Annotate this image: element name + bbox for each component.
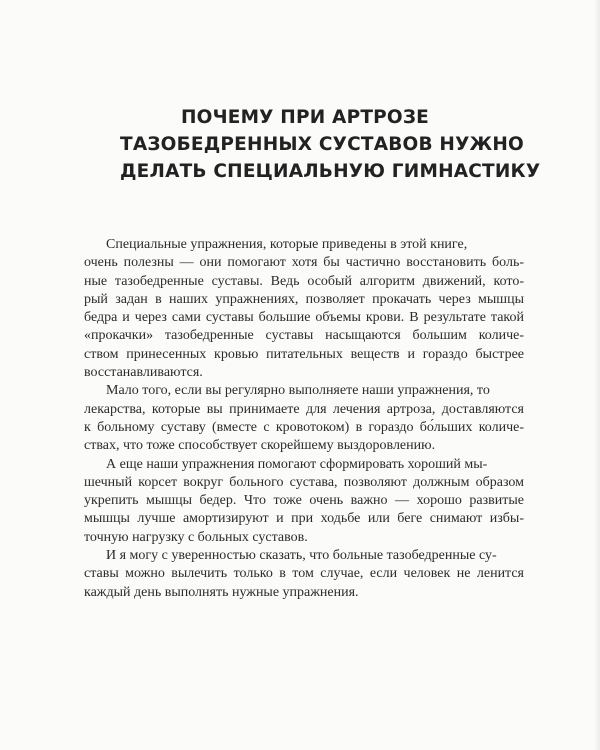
paragraph-4 (84, 547, 524, 602)
heading-line: ТАЗОБЕДРЕННЫХ СУСТАВОВ НУЖНО (120, 134, 524, 155)
text-line: лекарства, которые вы принимаете для лечения артроза, доставляются (84, 401, 524, 417)
text-line: ствах, что тоже способствует скорейшему выздоровлению. (84, 438, 436, 454)
text-line: ством принесенных кровью питательных веществ и гораздо быстрее (84, 346, 524, 362)
text-line: укрепить мышцы бедер. Что тоже очень важно — хорошо развитые (84, 493, 524, 509)
text-line: Мало того, если вы регулярно выполняете наши упражнения, то (106, 383, 490, 399)
body-text (84, 236, 524, 602)
text-line: восстанавливаются. (84, 365, 203, 381)
text-line: каждый день выполнять нужные упражнения. (84, 584, 359, 600)
text-line: «прокачки» тазобедренные суставы насыщаются большим количе- (84, 328, 524, 344)
chapter-heading (120, 104, 541, 185)
text-line: И я могу с уверенностью сказать, что больные тазобедренные су- (106, 548, 497, 564)
text-line: мышцы лучше амортизируют и при ходьбе или беге снимают избы- (84, 511, 524, 527)
heading-line: ПОЧЕМУ ПРИ АРТРОЗЕ (180, 107, 430, 128)
text-line: очень полезны — они помогают хотя бы частично восстановить боль- (84, 255, 524, 271)
paragraph-3 (84, 456, 524, 547)
text-line: шечный корсет вокруг больного сустава, позволяют должным образом (84, 474, 524, 490)
text-line: ные тазобедренные суставы. Ведь особый алгоритм движений, кото- (84, 273, 524, 289)
text-line: бедра и через сами суставы большие объемы крови. В результате такой (84, 310, 524, 326)
text-line: ставы можно вылечить только в том случае, если человек не ленится (84, 566, 524, 582)
text-line: к больному суставу (вместе с кровотоком) в гораздо бо́льших количе- (84, 419, 524, 435)
heading-line: ДЕЛАТЬ СПЕЦИАЛЬНУЮ ГИМНАСТИКУ (120, 161, 541, 182)
paragraph-2 (84, 382, 524, 455)
text-line: точную нагрузку с больных суставов. (84, 529, 308, 545)
paragraph-1 (84, 236, 524, 382)
text-line: А еще наши упражнения помогают сформировать хороший мы- (106, 456, 488, 472)
text-line: рый задан в наших упражнениях, позволяет прокачать через мышцы (84, 291, 524, 307)
text-line: Специальные упражнения, которые приведены в этой книге, (106, 237, 468, 252)
